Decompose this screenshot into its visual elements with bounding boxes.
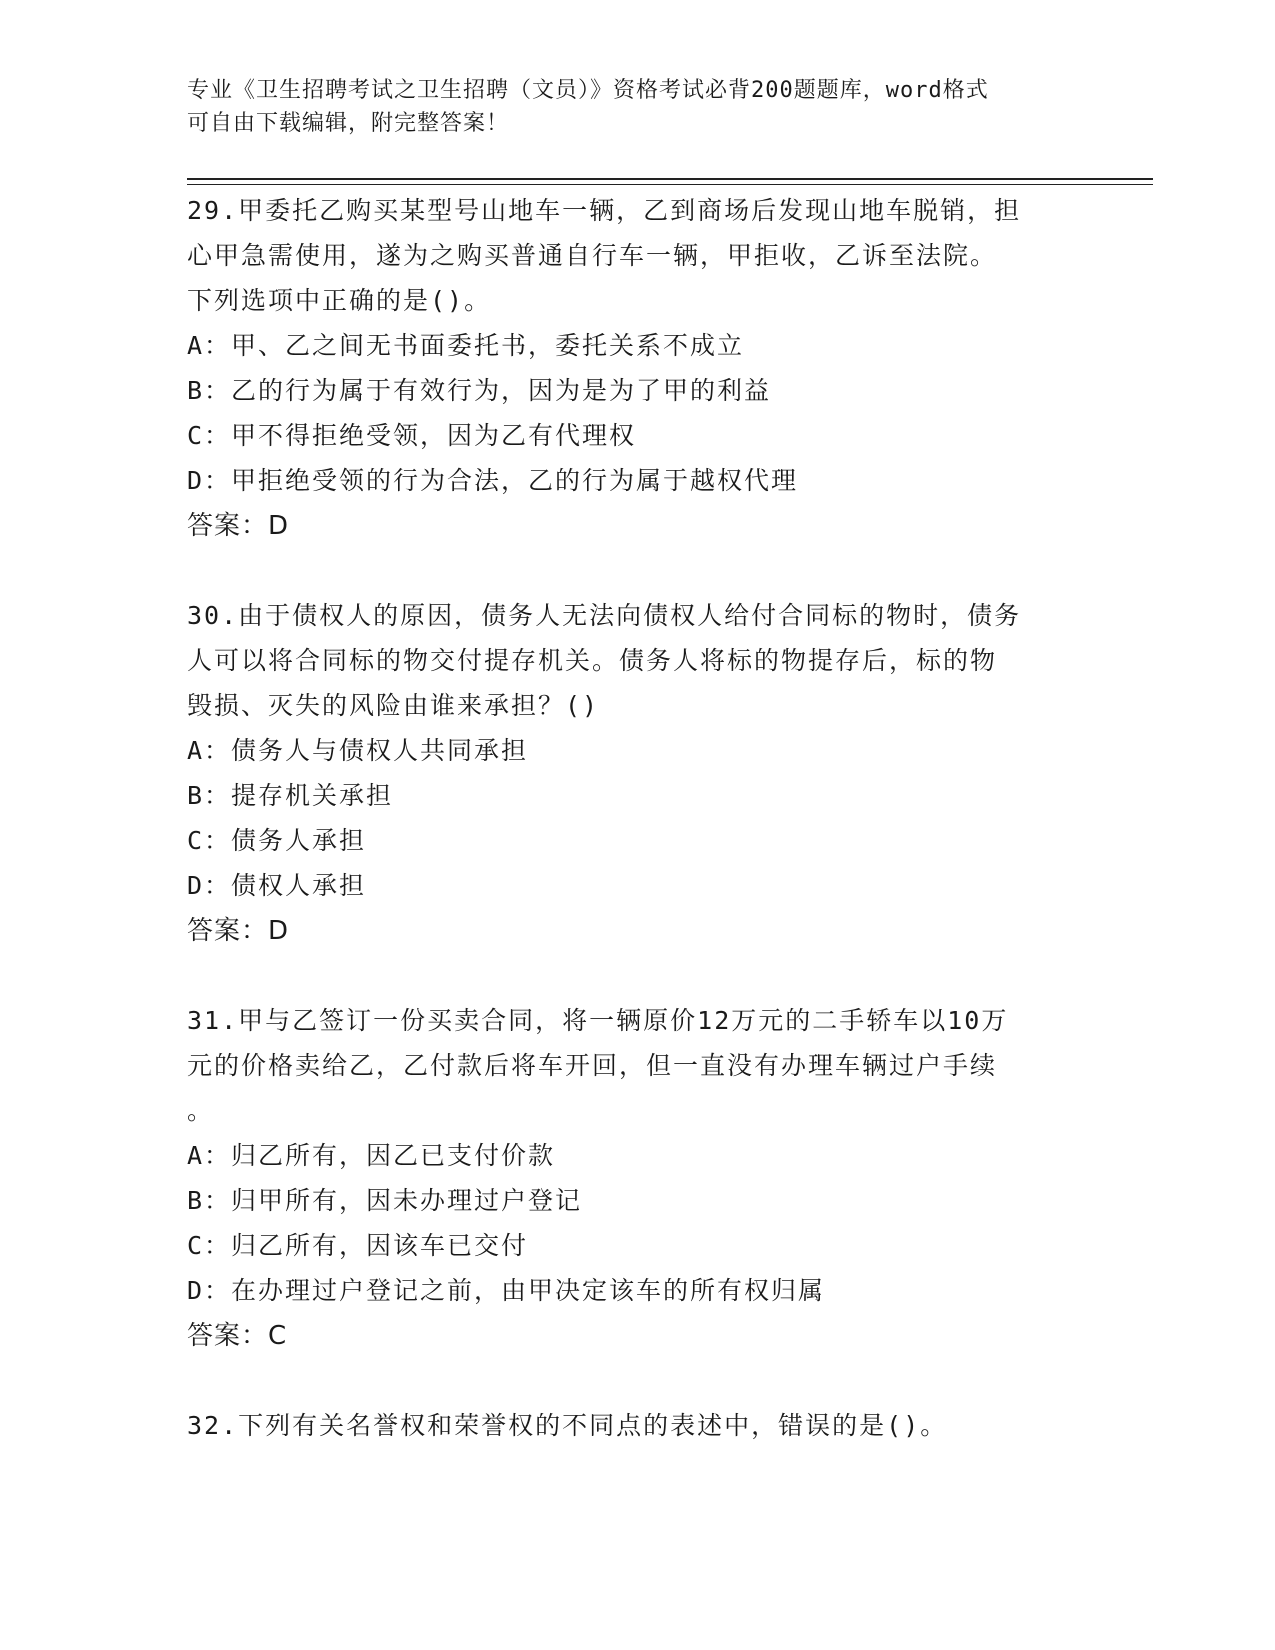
header-divider-thick bbox=[187, 178, 1153, 180]
option-b: B：归甲所有，因未办理过户登记 bbox=[187, 1186, 583, 1215]
header-line-2: 可自由下载编辑，附完整答案！ bbox=[187, 111, 510, 136]
spacer bbox=[187, 954, 1087, 998]
question-line: 人可以将合同标的物交付提存机关。债务人将标的物提存后，标的物 bbox=[187, 646, 998, 675]
question-text bbox=[187, 593, 1087, 728]
question-30 bbox=[187, 593, 1087, 954]
header-divider-thin bbox=[187, 184, 1153, 185]
option-a: A：甲、乙之间无书面委托书，委托关系不成立 bbox=[187, 331, 745, 360]
question-text bbox=[187, 998, 1087, 1133]
question-line: 。 bbox=[187, 1096, 215, 1125]
question-line: 30.由于债权人的原因，债务人无法向债权人给付合同标的物时，债务 bbox=[187, 601, 1022, 630]
question-29 bbox=[187, 188, 1087, 549]
header-line-1: 专业《卫生招聘考试之卫生招聘（文员）》资格考试必背200题题库，word格式 bbox=[187, 78, 989, 103]
question-line: 元的价格卖给乙，乙付款后将车开回，但一直没有办理车辆过户手续 bbox=[187, 1051, 998, 1080]
answer: 答案：C bbox=[187, 1321, 288, 1351]
option-c: C：债务人承担 bbox=[187, 826, 367, 855]
option-c: C：甲不得拒绝受领，因为乙有代理权 bbox=[187, 421, 637, 450]
question-line: 31.甲与乙签订一份买卖合同，将一辆原价12万元的二手轿车以10万 bbox=[187, 1006, 1009, 1035]
question-line: 32.下列有关名誉权和荣誉权的不同点的表述中，错误的是()。 bbox=[187, 1411, 948, 1440]
answer: 答案：D bbox=[187, 511, 290, 541]
option-d: D：在办理过户登记之前，由甲决定该车的所有权归属 bbox=[187, 1276, 826, 1305]
question-line: 29.甲委托乙购买某型号山地车一辆，乙到商场后发现山地车脱销，担 bbox=[187, 196, 1022, 225]
answer: 答案：D bbox=[187, 916, 290, 946]
question-line: 心甲急需使用，遂为之购买普通自行车一辆，甲拒收，乙诉至法院。 bbox=[187, 241, 998, 270]
option-d: D：债权人承担 bbox=[187, 871, 367, 900]
option-c: C：归乙所有，因该车已交付 bbox=[187, 1231, 529, 1260]
question-32 bbox=[187, 1403, 1087, 1448]
question-text bbox=[187, 188, 1087, 323]
question-list bbox=[187, 188, 1087, 1448]
question-line: 下列选项中正确的是()。 bbox=[187, 286, 492, 315]
document-header bbox=[187, 74, 1067, 140]
question-31 bbox=[187, 998, 1087, 1359]
spacer bbox=[187, 1359, 1087, 1403]
spacer bbox=[187, 549, 1087, 593]
question-text bbox=[187, 1403, 1087, 1448]
option-b: B：提存机关承担 bbox=[187, 781, 394, 810]
option-d: D：甲拒绝受领的行为合法，乙的行为属于越权代理 bbox=[187, 466, 799, 495]
option-a: A：债务人与债权人共同承担 bbox=[187, 736, 529, 765]
question-line: 毁损、灭失的风险由谁来承担？() bbox=[187, 691, 600, 720]
option-b: B：乙的行为属于有效行为，因为是为了甲的利益 bbox=[187, 376, 772, 405]
option-a: A：归乙所有，因乙已支付价款 bbox=[187, 1141, 556, 1170]
